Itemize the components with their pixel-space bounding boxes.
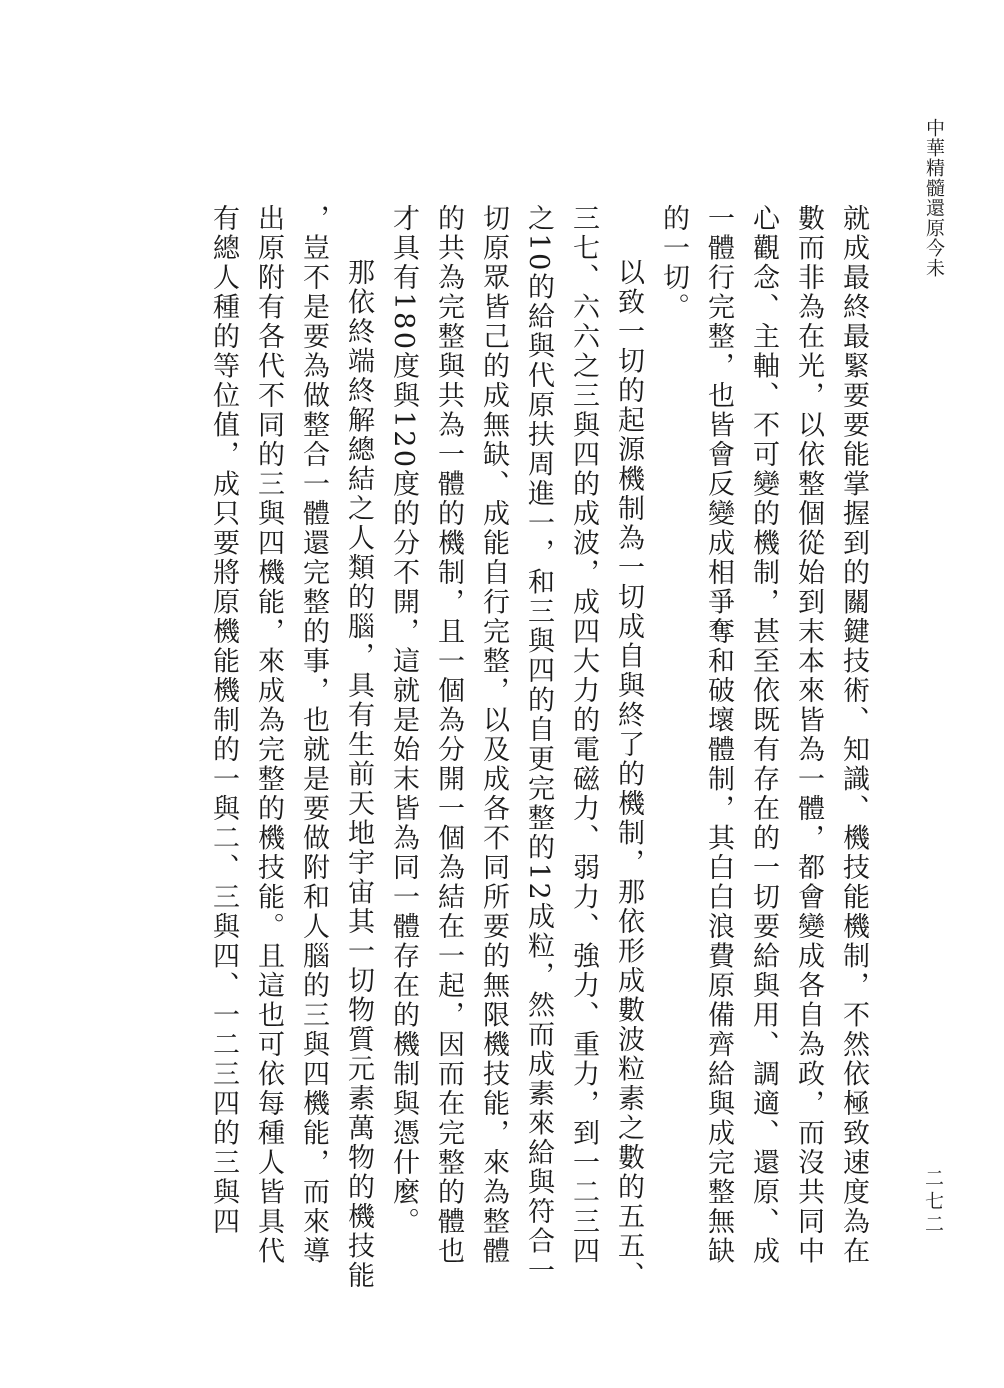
running-title: 中華精髓還原今未 bbox=[923, 118, 945, 278]
page-number: 二七二 bbox=[922, 1168, 944, 1237]
paragraph-2: 以致一切的起源機制為一切成自與終了的機制，那依形成數波粒素之數的五五、三七、六六之三與四的成波，成四大力的電磁力、弱力、強力、重力，到一二三四之10的給與代原扶周進一，和三與四的自更完整的12成粒，然而成素來給與符合一切原眾皆己的成無缺、成能自行完整，以及成各不同所要的無限機技能，來為整體的共為完整與共為一體的機制，且一個為分開一個為結在一起，因而在完整的體也才具有180度與120度的分不開，這就是始末皆為同一體存在的機制與憑什麼。 bbox=[388, 204, 644, 1291]
paragraph-3: 那依終端終解總結之人類的腦，具有生前天地宇宙其一切物質元素萬物的機技能，豈不是要為做整合一體還完整的事，也就是要做附和人腦的三與四機能，而來導出原附有各代不同的三與四機能，來成為完整的機技能。且這也可依每種人皆具代有總人種的等位值，成只要將原機能機制的一與二、三與四、一二三四的三與四 bbox=[208, 204, 374, 1291]
body-text bbox=[126, 204, 876, 1294]
paragraph-1: 就成最終最緊要要能掌握到的關鍵技術、知識、機技能機制，不然依極致速度為在數而非為在光，以依整個從始到末本來皆為一體，都會變成各自為政，而沒共同中心觀念、主軸、不可變的機制，甚至依既有存在的一切要給與用、調適、還原、成一體行完整，也皆會反變成相爭奪和破壞體制，其白白浪費原備齊給與成完整無缺的一切。 bbox=[658, 204, 869, 1266]
